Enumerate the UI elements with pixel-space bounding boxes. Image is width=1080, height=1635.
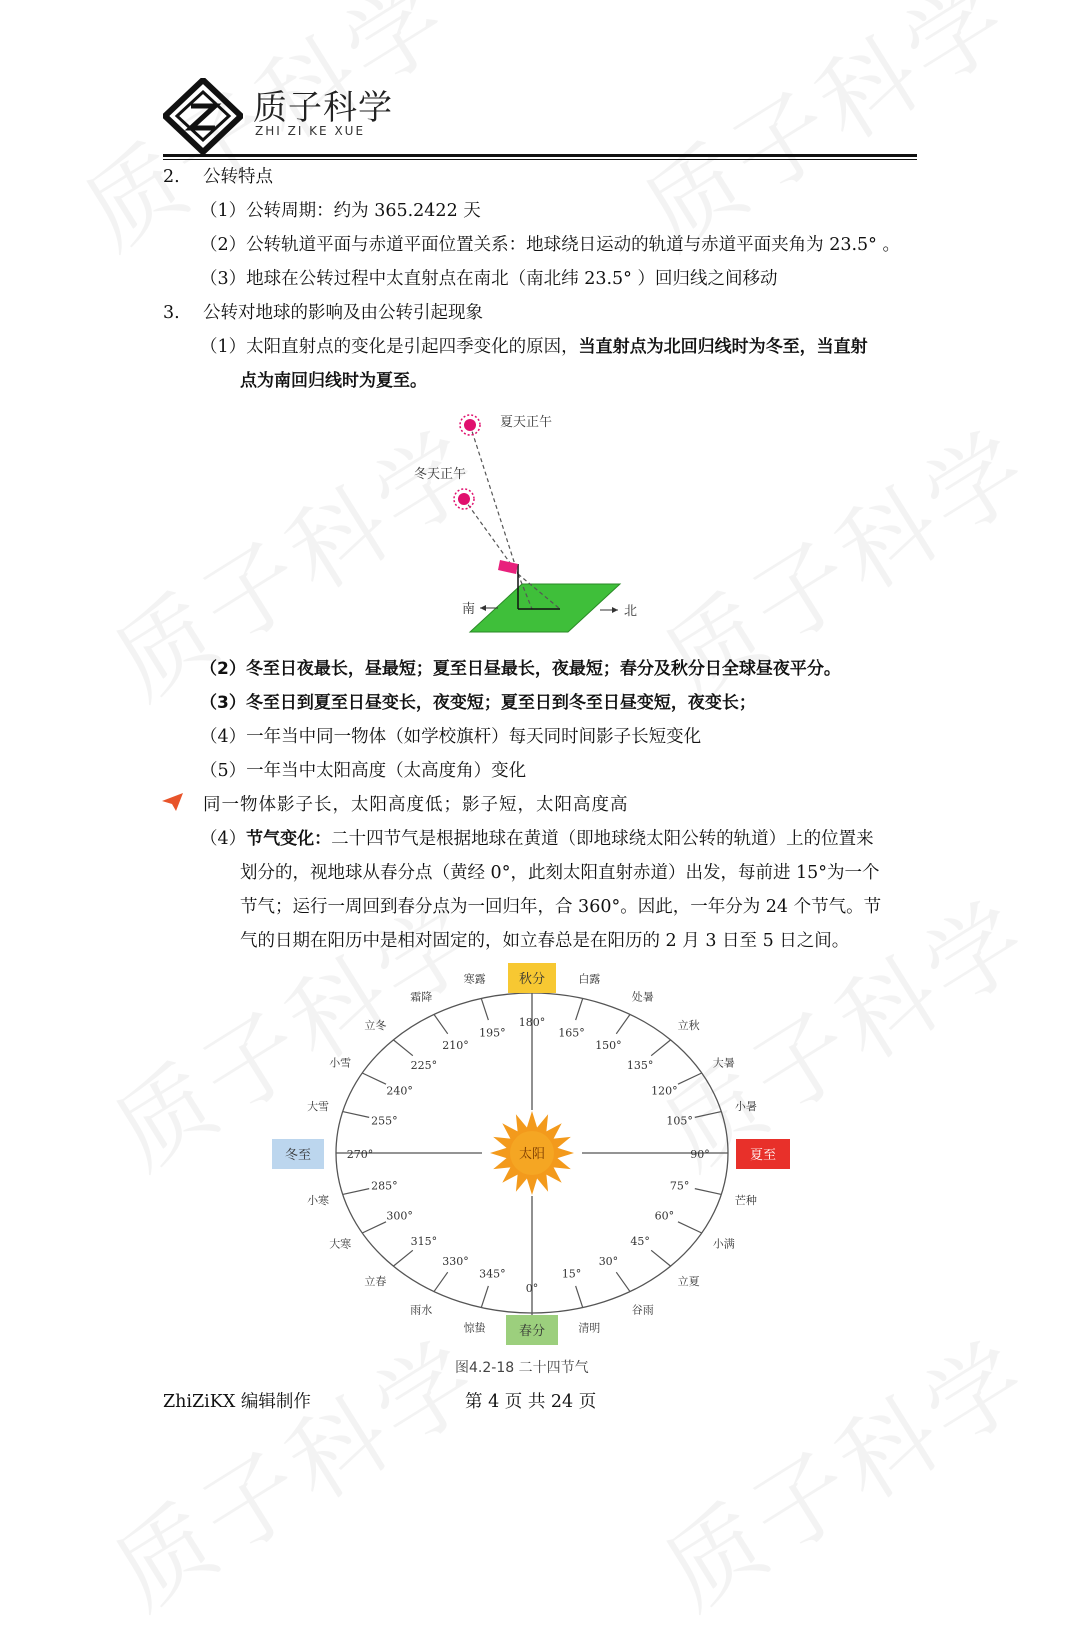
term-degree: 330° bbox=[442, 1255, 469, 1269]
term-degree: 30° bbox=[598, 1255, 619, 1269]
term-name: 立冬 bbox=[364, 1019, 387, 1033]
term-degree: 45° bbox=[630, 1235, 650, 1249]
paragraph: （5）一年当中太阳高度（太高度角）变化 bbox=[200, 761, 527, 781]
winter-label: 冬天正午 bbox=[414, 467, 467, 482]
sun-label: 太阳 bbox=[518, 1147, 546, 1162]
paragraph-continuation: 气的日期在阳历中是相对固定的，如立春总是在阳历的 2 月 3 日至 5 日之间。 bbox=[240, 931, 850, 951]
term-tick bbox=[434, 1272, 448, 1291]
text-run: （4） bbox=[200, 829, 247, 849]
term-degree: 315° bbox=[410, 1235, 438, 1249]
term-name: 芒种 bbox=[734, 1193, 757, 1207]
term-tick bbox=[434, 1014, 448, 1033]
footer-credit: ZhiZiKX 编辑制作 bbox=[163, 1392, 311, 1412]
term-name: 大雪 bbox=[307, 1100, 330, 1114]
box-spring-label: 春分 bbox=[518, 1324, 546, 1339]
term-name: 惊蛰 bbox=[463, 1321, 486, 1335]
list-item: （1）公转周期：约为 365.2422 天 bbox=[200, 201, 481, 221]
paragraph bbox=[200, 828, 874, 850]
winter-sun-icon bbox=[454, 489, 474, 509]
text-run: （1）太阳直射点的变化是引起四季变化的原因， bbox=[200, 337, 579, 357]
term-tick bbox=[362, 1222, 386, 1233]
bold-text: 当直射点为北回归线时为冬至，当直射 bbox=[578, 337, 868, 357]
south-arrow-head bbox=[480, 605, 486, 611]
paper-plane-icon bbox=[162, 792, 184, 812]
term-tick bbox=[651, 1250, 670, 1266]
tip-text: 同一物体影子长，太阳高度低；影子短，太阳高度高 bbox=[203, 795, 629, 815]
page-header bbox=[163, 78, 917, 160]
header-rule bbox=[163, 154, 917, 157]
term-degree: 120° bbox=[651, 1084, 678, 1098]
term-tick bbox=[393, 1250, 412, 1266]
box-winter-label: 冬至 bbox=[284, 1148, 312, 1163]
page-number: 第 4 页 共 24 页 bbox=[465, 1392, 597, 1412]
summer-label: 夏天正午 bbox=[500, 415, 553, 430]
paragraph-continuation: 点为南回归线时为夏至。 bbox=[240, 371, 427, 391]
term-name: 雨水 bbox=[410, 1303, 433, 1317]
paragraph bbox=[200, 336, 868, 358]
term-name: 处暑 bbox=[631, 990, 654, 1004]
term-tick bbox=[616, 1014, 630, 1033]
term-degree: 255° bbox=[371, 1114, 398, 1128]
term-degree: 0° bbox=[525, 1282, 539, 1295]
term-name: 清明 bbox=[578, 1321, 601, 1335]
term-name: 小雪 bbox=[329, 1056, 352, 1070]
term-tick bbox=[695, 1189, 722, 1195]
box-summer-label: 夏至 bbox=[749, 1148, 777, 1163]
term-tick bbox=[481, 998, 488, 1020]
term-tick bbox=[576, 998, 583, 1020]
term-degree: 285° bbox=[371, 1179, 398, 1193]
term-tick bbox=[343, 1189, 370, 1195]
summer-sun-icon bbox=[460, 415, 480, 435]
term-name: 小寒 bbox=[307, 1193, 330, 1207]
term-degree: 210° bbox=[442, 1038, 469, 1052]
north-arrow-head bbox=[612, 607, 618, 613]
watermark bbox=[635, 1302, 1054, 1634]
term-tick bbox=[343, 1112, 370, 1118]
term-tick bbox=[695, 1112, 722, 1118]
flag-icon bbox=[498, 560, 518, 574]
term-degree: 150° bbox=[595, 1038, 622, 1052]
term-tick bbox=[616, 1272, 630, 1291]
term-name: 小暑 bbox=[734, 1100, 757, 1114]
term-degree: 165° bbox=[558, 1026, 585, 1040]
paragraph: （4）一年当中同一物体（如学校旗杆）每天同时间影子长短变化 bbox=[200, 727, 702, 747]
term-degree: 345° bbox=[479, 1267, 506, 1281]
term-name: 大暑 bbox=[712, 1056, 735, 1070]
brand-logo-icon bbox=[163, 78, 243, 154]
term-tick bbox=[678, 1073, 702, 1084]
term-degree: 225° bbox=[410, 1058, 438, 1072]
north-label: 北 bbox=[624, 604, 638, 619]
term-degree: 135° bbox=[626, 1058, 654, 1072]
figure-caption: 图4.2-18 二十四节气 bbox=[455, 1360, 589, 1376]
term-degree: 180° bbox=[518, 1016, 546, 1029]
section-heading bbox=[163, 166, 273, 188]
bold-text: 节气变化： bbox=[246, 829, 332, 849]
list-item: （2）公转轨道平面与赤道平面位置关系：地球绕日运动的轨道与赤道平面夹角为 23.5° 。 bbox=[200, 235, 900, 255]
term-degree: 240° bbox=[386, 1084, 413, 1098]
south-label: 南 bbox=[462, 602, 476, 617]
paragraph-continuation: 划分的，视地球从春分点（黄经 0°，此刻太阳直射赤道）出发，每前进 15°为一个 bbox=[240, 863, 880, 883]
term-name: 谷雨 bbox=[631, 1303, 654, 1317]
paragraph-continuation: 节气；运行一周回到春分点为一回归年，合 360°。因此，一年分为 24 个节气。节 bbox=[240, 897, 882, 917]
term-tick bbox=[576, 1286, 583, 1308]
term-tick bbox=[481, 1286, 488, 1308]
term-tick bbox=[651, 1040, 670, 1056]
term-degree: 90° bbox=[690, 1148, 710, 1161]
section-heading bbox=[163, 302, 483, 324]
term-degree: 105° bbox=[666, 1114, 693, 1128]
term-degree: 195° bbox=[479, 1026, 506, 1040]
term-name: 立秋 bbox=[677, 1019, 700, 1033]
solar-terms-figure bbox=[260, 960, 800, 1350]
term-degree: 300° bbox=[386, 1209, 413, 1223]
brand-subtitle: ZHI ZI KE XUE bbox=[255, 124, 366, 138]
section-number: 3. bbox=[163, 303, 180, 323]
section-title: 公转对地球的影响及由公转引起现象 bbox=[203, 303, 483, 323]
brand-name: 质子科学 bbox=[253, 88, 393, 128]
term-tick bbox=[393, 1040, 412, 1056]
term-tick bbox=[362, 1073, 386, 1084]
sun-angle-figure bbox=[400, 404, 660, 644]
box-autumn-label: 秋分 bbox=[518, 972, 546, 987]
text-run: 二十四节气是根据地球在黄道（即地球绕太阳公转的轨道）上的位置来 bbox=[331, 829, 874, 849]
summer-ray bbox=[470, 425, 518, 574]
term-degree: 15° bbox=[561, 1267, 582, 1281]
section-number: 2. bbox=[163, 167, 180, 187]
term-name: 立夏 bbox=[677, 1274, 700, 1288]
term-name: 小满 bbox=[712, 1237, 735, 1251]
watermark bbox=[85, 1302, 504, 1634]
paragraph: （2）冬至日夜最长，昼最短；夏至日昼最长，夜最短；春分及秋分日全球昼夜平分。 bbox=[200, 659, 841, 679]
header-rule-thin bbox=[163, 159, 917, 160]
paragraph: （3）冬至日到夏至日昼变长，夜变短；夏至日到冬至日昼变短，夜变长； bbox=[200, 693, 756, 713]
term-name: 大寒 bbox=[329, 1237, 352, 1251]
term-name: 寒露 bbox=[463, 972, 486, 986]
section-title: 公转特点 bbox=[203, 167, 273, 187]
term-degree: 60° bbox=[654, 1209, 675, 1223]
term-degree: 270° bbox=[346, 1148, 374, 1161]
term-tick bbox=[678, 1222, 702, 1233]
list-item: （3）地球在公转过程中太直射点在南北（南北纬 23.5° ）回归线之间移动 bbox=[200, 269, 778, 289]
term-degree: 75° bbox=[669, 1179, 690, 1193]
term-name: 白露 bbox=[578, 972, 601, 986]
term-name: 立春 bbox=[364, 1274, 387, 1288]
term-name: 霜降 bbox=[410, 990, 433, 1004]
